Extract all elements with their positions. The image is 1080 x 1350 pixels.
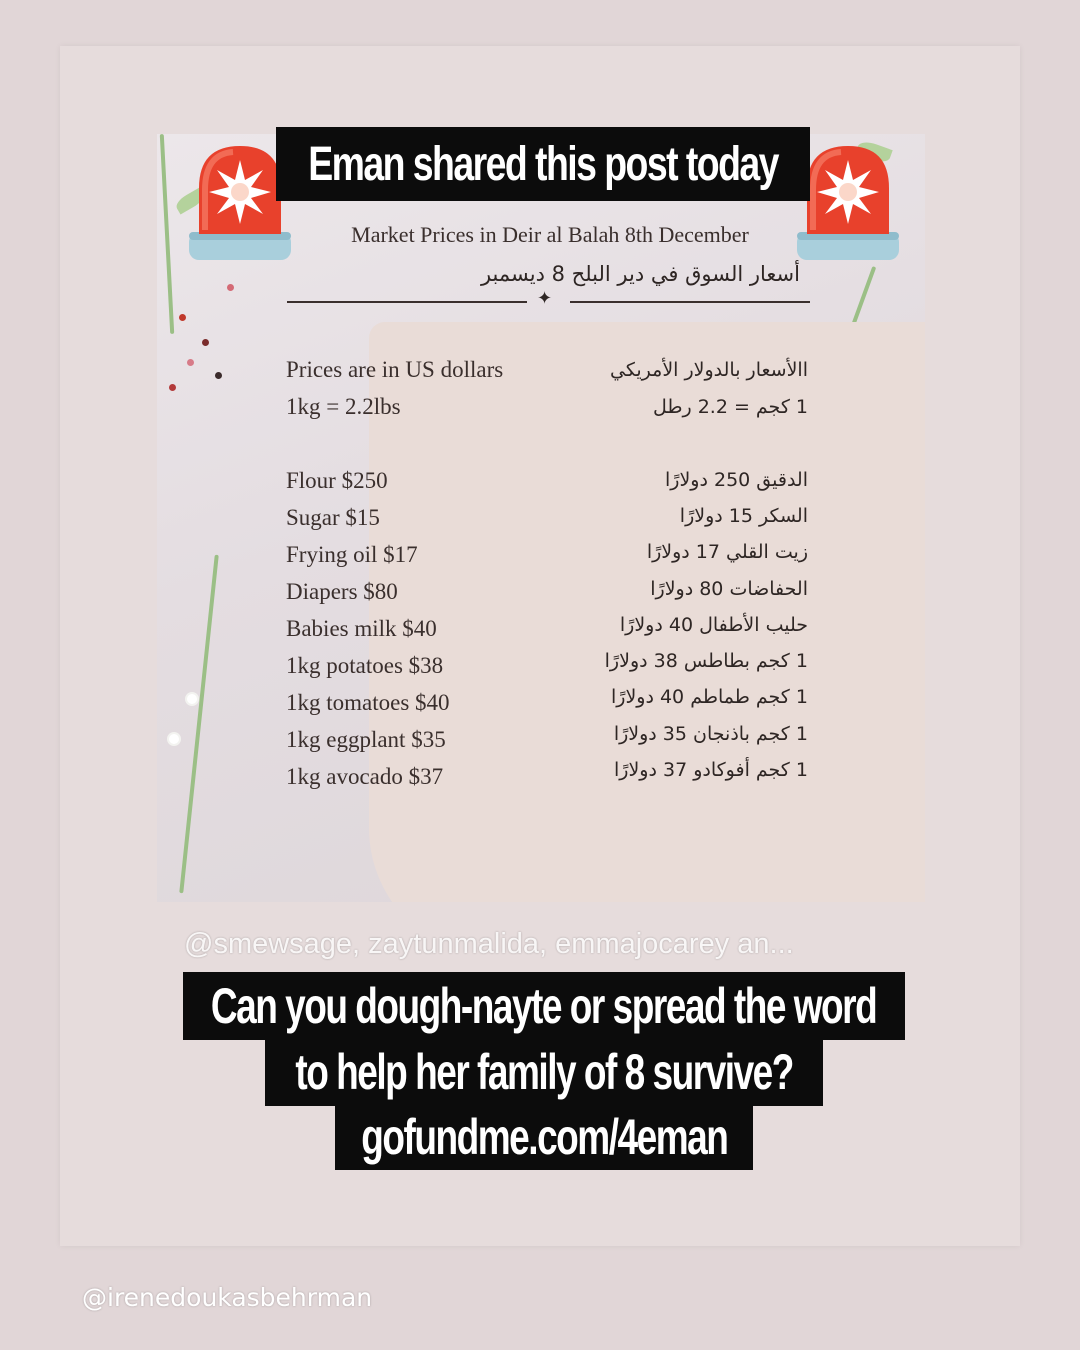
- price-item-en: 1kg tomatoes $40: [286, 690, 450, 715]
- price-item-ar: السكر 15 دولارًا: [679, 505, 808, 527]
- title-divider-right: [570, 301, 810, 303]
- author-handle[interactable]: @irenedoukasbehrman: [82, 1283, 373, 1312]
- flower-stem-decoration: [179, 555, 219, 894]
- flower-decoration: [169, 734, 179, 744]
- note-en: 1kg = 2.2lbs: [286, 394, 401, 419]
- cta-link-box[interactable]: [335, 1104, 753, 1170]
- price-item-ar: 1 كجم باذنجان 35 دولارًا: [613, 723, 808, 745]
- petal-decoration: [169, 384, 176, 391]
- flower-stem-decoration: [160, 134, 174, 334]
- cta-line: to help her family of 8 survive?: [295, 1044, 793, 1100]
- price-item-ar: الدقيق 250 دولارًا: [665, 469, 808, 491]
- petal-decoration: [187, 359, 194, 366]
- gofundme-link[interactable]: gofundme.com/4eman: [360, 1109, 728, 1165]
- price-item-ar: الحفاضات 80 دولارًا: [650, 578, 808, 600]
- cta-line-box: [183, 972, 905, 1040]
- cta-line: Can you dough-nayte or spread the word: [211, 978, 877, 1034]
- price-item-ar: 1 كجم أفوكادو 37 دولارًا: [614, 759, 808, 781]
- price-item-en: Babies milk $40: [286, 616, 437, 641]
- petal-decoration: [202, 339, 209, 346]
- title-divider-left: [287, 301, 527, 303]
- note-ar: االأسعار بالدولار الأمريكي: [610, 359, 808, 381]
- price-item-en: Diapers $80: [286, 579, 398, 604]
- note-en: Prices are in US dollars: [286, 357, 504, 382]
- headline-banner: [276, 127, 810, 201]
- note-ar: 1 كجم = 2.2 رطل: [652, 396, 808, 418]
- petal-decoration: [215, 372, 222, 379]
- flower-decoration: [187, 694, 197, 704]
- price-item-en: Flour $250: [286, 468, 388, 493]
- price-item-ar: حليب الأطفال 40 دولارًا: [619, 614, 808, 636]
- cta-line-box: [265, 1038, 823, 1106]
- price-item-ar: زيت القلي 17 دولارًا: [646, 541, 808, 563]
- price-list-title-ar: أسعار السوق في دير البلح 8 ديسمبر: [480, 262, 800, 286]
- price-item-en: 1kg eggplant $35: [286, 727, 446, 752]
- petal-decoration: [179, 314, 186, 321]
- mention-tags[interactable]: @smewsage, zaytunmalida, emmajocarey an...: [184, 928, 794, 960]
- price-item-ar: 1 كجم طماطم 40 دولارًا: [611, 686, 808, 708]
- price-list-title-en: Market Prices in Deir al Balah 8th December: [351, 222, 749, 247]
- price-item-en: Frying oil $17: [286, 542, 418, 567]
- price-item-en: 1kg avocado $37: [286, 764, 444, 789]
- price-item-ar: 1 كجم بطاطس 38 دولارًا: [604, 650, 808, 672]
- sparkle-icon: ✦: [537, 288, 553, 309]
- petal-decoration: [227, 284, 234, 291]
- price-item-en: 1kg potatoes $38: [286, 653, 444, 678]
- price-item-en: Sugar $15: [286, 505, 380, 530]
- headline-text: Eman shared this post today: [308, 137, 778, 191]
